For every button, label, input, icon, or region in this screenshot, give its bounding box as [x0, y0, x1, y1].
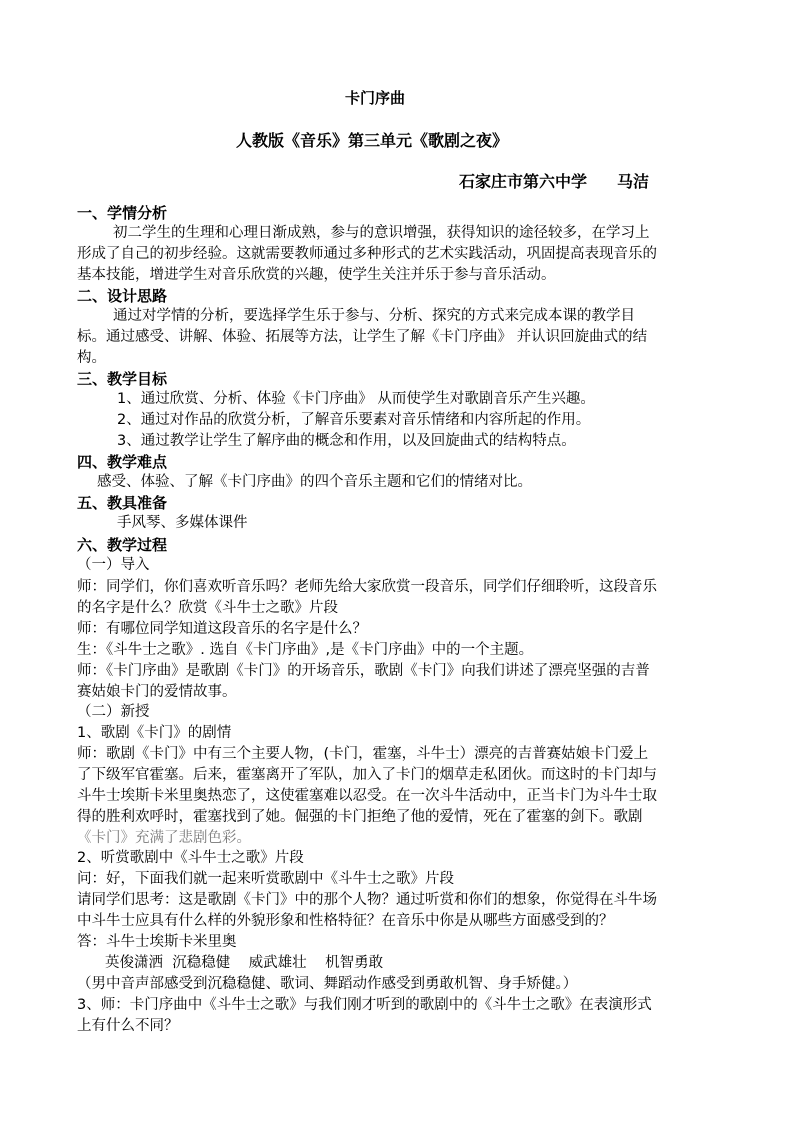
traits-line: 英俊潇洒 沉稳稳健 威武雄壮 机智勇敢 [105, 955, 384, 971]
document-subtitle: 人教版《音乐》第三单元《歌剧之夜》 [236, 131, 509, 150]
document-title: 卡门序曲 [345, 89, 406, 107]
author-name: 马洁 [617, 172, 650, 191]
dialogue-line: 师：《卡门序曲》是歌剧《卡门》的开场音乐，歌剧《卡门》向我们讲述了漂亮坚强的吉普 [77, 663, 650, 679]
paragraph-line: 构。 [77, 350, 106, 366]
goal-item: 1、通过欣赏、分析、体验《卡门序曲》 从而使学生对歌剧音乐产生兴趣。 [117, 391, 595, 407]
dialogue-line: 生：《斗牛士之歌》. 选自《卡门序曲》,是《卡门序曲》中的一个主题。 [77, 642, 534, 658]
goal-item: 3、通过教学让学生了解序曲的概念和作用，以及回旋曲式的结构特点。 [117, 433, 576, 449]
step-heading: 2、听赏歌剧中《斗牛士之歌》片段 [77, 850, 304, 866]
dialogue-line: 师：同学们，你们喜欢听音乐吗？老师先给大家欣赏一段音乐，同学们仔细聆听，这段音乐 [77, 579, 657, 595]
paragraph-line: 基本技能，增进学生对音乐欣赏的兴趣，使学生关注并乐于参与音乐活动。 [77, 267, 556, 283]
dialogue-line: 问：好，下面我们就一起来听赏歌剧中《斗牛士之歌》片段 [77, 871, 454, 887]
note-line: （男中音声部感受到沉稳稳健、歌词、舞蹈动作感受到勇敢机智、身手矫健。） [77, 976, 578, 992]
section-heading: 一、学情分析 [77, 204, 168, 222]
dialogue-line: 得的胜利欢呼时，霍塞找到了她。倔强的卡门拒绝了他的爱情，死在了霍塞的剑下。歌剧 [77, 809, 643, 825]
step-heading: 1、歌剧《卡门》的剧情 [77, 725, 232, 741]
dialogue-line: 3、师：卡门序曲中《斗牛士之歌》与我们刚才听到的歌剧中的《斗牛士之歌》在表演形式 [77, 997, 652, 1013]
paragraph-line: 标。通过感受、讲解、体验、拓展等方法，让学生了解《卡门序曲》 并认识回旋曲式的结 [77, 329, 648, 345]
author-school: 石家庄市第六中学 [459, 172, 588, 191]
dialogue-line: 的名字是什么？欣赏《斗牛士之歌》片段 [77, 600, 338, 616]
dialogue-line: 《卡门》充满了悲剧色彩。 [77, 830, 251, 846]
goal-item: 2、通过对作品的欣赏分析，了解音乐要素对音乐情绪和内容所起的作用。 [117, 412, 591, 428]
paragraph-line: 通过对学情的分析，要选择学生乐于参与、分析、探究的方式来完成本课的教学目 [113, 308, 635, 324]
dialogue-line: 上有什么不同？ [77, 1018, 179, 1034]
dialogue-line: 斗牛士埃斯卡米里奥热恋了，这使霍塞难以忍受。在一次斗牛活动中，正当卡门为斗牛士取 [77, 788, 657, 804]
section-heading: 二、设计思路 [77, 287, 168, 305]
dialogue-line: 请同学们思考：这是歌剧《卡门》中的那个人物？通过听赏和你们的想象，你觉得在斗牛场 [77, 892, 657, 908]
section-heading: 六、教学过程 [77, 536, 168, 554]
dialogue-line: 了下级军官霍塞。后来，霍塞离开了军队，加入了卡门的烟草走私团伙。而这时的卡门却与 [77, 767, 657, 783]
dialogue-line: 中斗牛士应具有什么样的外貌形象和性格特征？在音乐中你是从哪些方面感受到的？ [77, 913, 614, 929]
subsection-heading: （一）导入 [77, 557, 150, 573]
paragraph-line: 手风琴、多媒体课件 [117, 515, 248, 531]
dialogue-line: 赛姑娘卡门的爱情故事。 [77, 684, 237, 700]
dialogue-line: 师：歌剧《卡门》中有三个主要人物，(卡门，霍塞，斗牛士）漂亮的吉普赛姑娘卡门爱上 [77, 746, 649, 762]
section-heading: 三、教学目标 [77, 370, 168, 388]
section-heading: 五、教具准备 [77, 494, 168, 512]
paragraph-line: 形成了自己的初步经验。这就需要教师通过多种形式的艺术实践活动，巩固提高表现音乐的 [77, 246, 657, 262]
paragraph-line: 初二学生的生理和心理日渐成熟，参与的意识增强，获得知识的途径较多，在学习上 [113, 225, 650, 241]
author-line [459, 172, 649, 192]
subsection-heading: （二）新授 [77, 704, 150, 720]
dialogue-line: 师：有哪位同学知道这段音乐的名字是什么？ [77, 621, 367, 637]
dialogue-line: 答：斗牛士埃斯卡米里奥 [77, 934, 237, 950]
section-heading: 四、教学难点 [77, 453, 168, 471]
paragraph-line: 感受、体验、了解《卡门序曲》的四个音乐主题和它们的情绪对比。 [97, 474, 532, 490]
